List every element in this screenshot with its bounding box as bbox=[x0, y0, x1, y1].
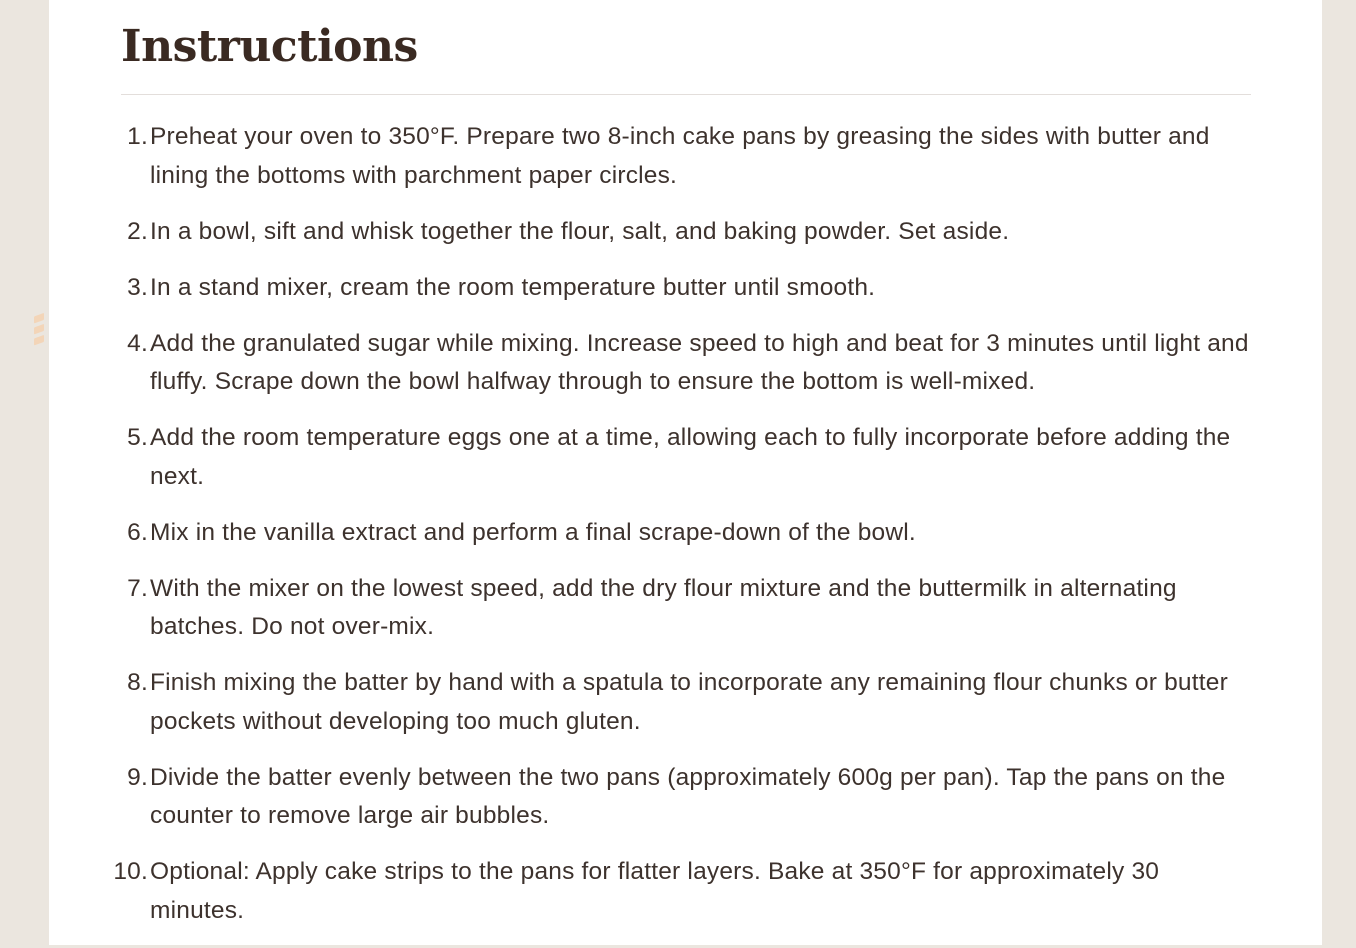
section-title: Instructions bbox=[121, 21, 418, 72]
instruction-step bbox=[121, 269, 1251, 308]
instructions-section bbox=[113, 0, 1251, 948]
instruction-step bbox=[113, 853, 1251, 930]
step-number: 6. bbox=[127, 518, 148, 546]
title-divider bbox=[121, 94, 1251, 95]
instruction-step bbox=[121, 213, 1251, 252]
step-text: Preheat your oven to 350°F. Prepare two 8-inch cake pans by greasing the sides with butter and lining the bottoms with parchment paper circles. bbox=[150, 123, 1210, 189]
step-text: In a stand mixer, cream the room temperature butter until smooth. bbox=[150, 273, 876, 301]
step-text: Mix in the vanilla extract and perform a final scrape-down of the bowl. bbox=[150, 518, 916, 546]
stripe-decoration-icon bbox=[32, 309, 50, 348]
step-text: With the mixer on the lowest speed, add the dry flour mixture and the buttermilk in alternating batches. Do not over-mix. bbox=[150, 574, 1177, 640]
instruction-step bbox=[121, 325, 1251, 402]
instruction-step bbox=[121, 759, 1251, 836]
step-text: Optional: Apply cake strips to the pans for flatter layers. Bake at 350°F for approximately 30 minutes. bbox=[150, 858, 1160, 924]
instruction-step bbox=[121, 514, 1251, 553]
step-number: 9. bbox=[127, 763, 148, 791]
step-number: 3. bbox=[127, 273, 148, 301]
instruction-step bbox=[121, 664, 1251, 741]
instructions-list bbox=[113, 118, 1251, 930]
step-number: 7. bbox=[127, 574, 148, 602]
step-text: Add the granulated sugar while mixing. Increase speed to high and beat for 3 minutes until light and fluffy. Scrape down the bowl halfway through to ensure the bottom is well-mixed. bbox=[150, 329, 1249, 395]
instruction-step bbox=[121, 570, 1251, 647]
step-text: Add the room temperature eggs one at a time, allowing each to fully incorporate before adding the next. bbox=[150, 424, 1231, 490]
step-text: In a bowl, sift and whisk together the flour, salt, and baking powder. Set aside. bbox=[150, 217, 1010, 245]
instruction-step bbox=[121, 118, 1251, 195]
step-number: 2. bbox=[127, 217, 148, 245]
step-number: 1. bbox=[127, 123, 148, 150]
step-number: 8. bbox=[127, 669, 148, 696]
instructions-card bbox=[49, 0, 1322, 945]
instruction-step bbox=[121, 419, 1251, 496]
step-number: 10. bbox=[113, 858, 148, 885]
step-number: 5. bbox=[127, 424, 148, 451]
step-text: Divide the batter evenly between the two pans (approximately 600g per pan). Tap the pans on the counter to remove large air bubbles. bbox=[150, 763, 1226, 829]
step-text: Finish mixing the batter by hand with a spatula to incorporate any remaining flour chunks or butter pockets without developing too much gluten. bbox=[150, 669, 1228, 735]
step-number: 4. bbox=[127, 329, 148, 357]
